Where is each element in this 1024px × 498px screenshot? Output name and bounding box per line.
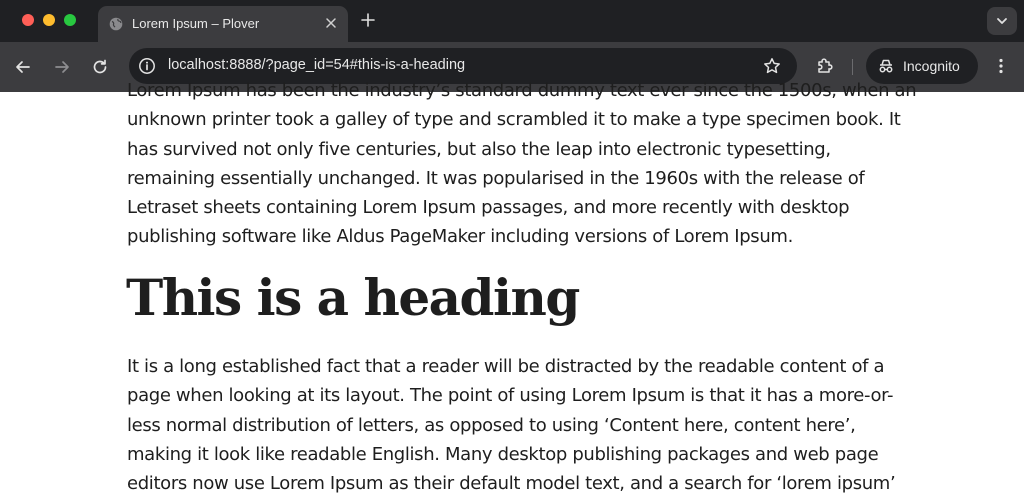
close-icon[interactable] (324, 16, 338, 30)
paragraph-line: making it look like readable English. Many desktop publishing packages and web page (127, 443, 879, 465)
paragraph-line: Letraset sheets containing Lorem Ipsum passages, and more recently with desktop (127, 197, 850, 219)
maximize-window-button[interactable] (64, 14, 76, 26)
incognito-label: Incognito (903, 58, 960, 74)
paragraph-line: remaining essentially unchanged. It was popularised in the 1960s with the release of (127, 167, 865, 189)
kebab-menu-icon[interactable] (991, 56, 1011, 76)
page-content (0, 80, 1024, 497)
paragraph-line: editors now use Lorem Ipsum as their default model text, and a search for ‘lorem ipsum’ (127, 473, 896, 495)
url-text[interactable]: localhost:8888/?page_id=54#this-is-a-heading (168, 57, 466, 73)
close-window-button[interactable] (22, 14, 34, 26)
paragraph-line: publishing software like Aldus PageMaker including versions of Lorem Ipsum. (127, 226, 793, 248)
paragraph-line: has survived not only five centuries, but also the leap into electronic typesetting, (127, 138, 831, 160)
paragraph-line: less normal distribution of letters, as opposed to using ‘Content here, content here’, (127, 414, 856, 436)
paragraph-line: It is a long established fact that a reader will be distracted by the readable content of a (127, 356, 885, 377)
site-info-icon[interactable] (138, 57, 156, 75)
paragraph-line: page when looking at its layout. The point of using Lorem Ipsum is that it has a more-or- (127, 385, 894, 407)
star-icon[interactable] (763, 57, 781, 75)
back-arrow-icon[interactable] (13, 57, 33, 77)
incognito-icon (877, 57, 895, 75)
article-paragraph (127, 76, 917, 252)
puzzle-icon[interactable] (815, 56, 835, 76)
browser-titlebar (0, 0, 1024, 42)
tab-title: Lorem Ipsum – Plover (132, 16, 260, 31)
globe-icon (109, 17, 123, 31)
toolbar-divider (852, 59, 853, 75)
paragraph-line: Lorem Ipsum has been the industry’s standard dummy text ever since the 1500s, when an (127, 80, 917, 101)
forward-arrow-icon[interactable] (52, 57, 72, 77)
article-heading: This is a heading (126, 268, 579, 327)
plus-icon[interactable] (359, 11, 377, 29)
reload-icon[interactable] (90, 57, 110, 77)
paragraph-line: unknown printer took a galley of type and scrambled it to make a type specimen book. It (127, 109, 901, 131)
minimize-window-button[interactable] (43, 14, 55, 26)
article-paragraph (127, 352, 897, 498)
chevron-down-icon (996, 15, 1008, 27)
tab-search-button[interactable] (987, 7, 1017, 35)
browser-tab[interactable] (98, 6, 348, 42)
